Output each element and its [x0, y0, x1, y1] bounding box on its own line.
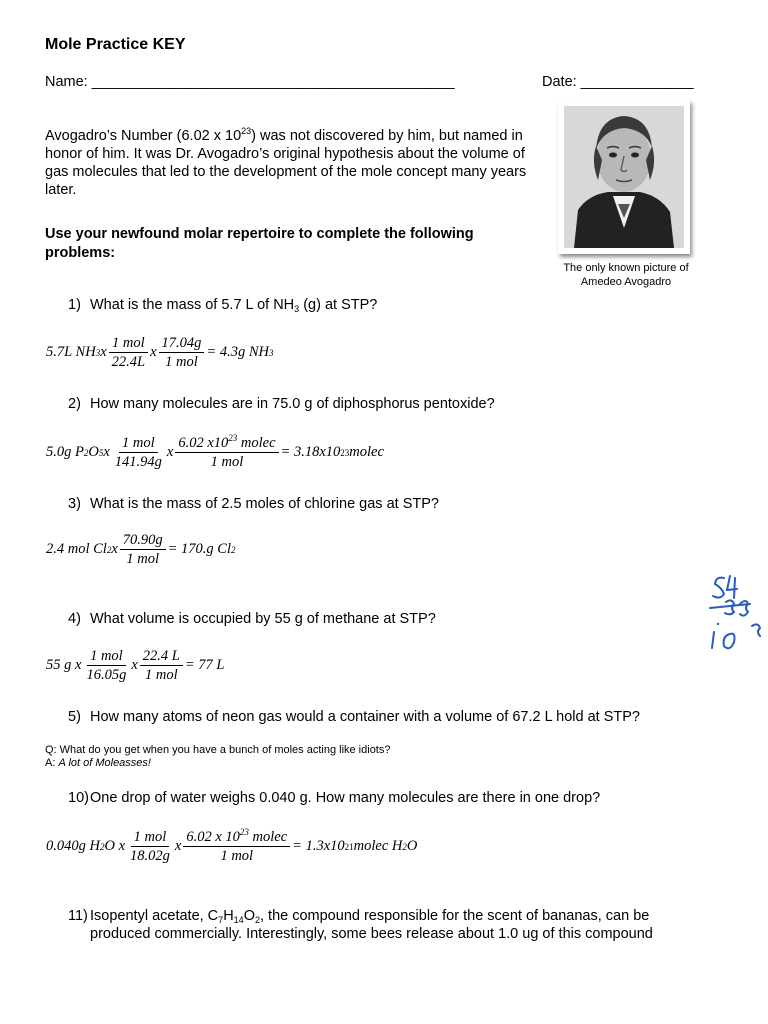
fraction: $\frac{6.02 x10^{23} molec}{\text{1 mol}}$ — [175, 434, 278, 471]
fraction: $\frac{\text{1 mol}}{16.05g}$ — [86, 648, 127, 683]
fraction: $\frac{\text{1 mol}}{22.4L}$ — [109, 334, 148, 371]
question-1: 1) What is the mass of 5.7 L of $NH_3$ (g) at STP? — [68, 297, 378, 314]
question-5: 5) How many atoms of neon gas would a container with a volume of 67.2 L hold at STP? — [68, 709, 640, 725]
name-field[interactable]: Name: _____________________________________________ — [45, 74, 455, 90]
fraction: $\frac{\text{1 mol}}{141.94g}$ — [114, 435, 162, 470]
instructions: Use your newfound molar repertoire to complete the following problems: — [45, 226, 474, 261]
fraction: $\frac{22.4 L}{\text{1 mol}}$ — [140, 647, 183, 684]
date-field[interactable]: Date: ______________ — [542, 74, 694, 90]
question-10: 10)One drop of water weighs 0.040 g. How many molecules are there in one drop? — [68, 790, 601, 806]
equation-2: 5.0g P 2 O 5 x $\frac{\text{1 mol}}{141.94g}$ x $\frac{6.02 x10^{23} molec}{\text{1 mol}}$ = 3.18x10 23 molec — [46, 433, 384, 470]
equation-4: 55 g x $\frac{\text{1 mol}}{16.05g}$ x $\frac{22.4 L}{\text{1 mol}}$ = 77 L — [46, 648, 225, 683]
question-11: 11) Isopentyl acetate, $C_7H_{14}O_2$, the compound responsible for the scent of bananas, can be produced commercially. Interestingly, some bees release about 1.0 ug of this compound — [68, 908, 653, 942]
portrait-caption: The only known picture of Amedeo Avogadro — [563, 262, 689, 288]
equation-3: 2.4 mol Cl 2 x $\frac{70.90g}{\text{1 mol}}$ = 170.g Cl 2 — [46, 532, 236, 567]
equation-10: 0.040g H 2 O x $\frac{\text{1 mol}}{18.02g}$ x $\frac{6.02 x 10^{23} molec}{\text{1 mol}}$ = 1.3x10 21 molec H 2 O — [46, 827, 418, 864]
page-title: Mole Practice KEY — [45, 36, 186, 53]
fraction: $\frac{\text{1 mol}}{18.02g}$ — [130, 829, 170, 864]
intro-paragraph: Avogadro’s Number (6.02 x $10^{23}$) was not discovered by him, but named in honor of him. It was Dr. Avogadro’s original hypothesis about the volume of gas molecules that led to the development of the mole concept many years later. — [45, 126, 527, 198]
fraction: $\frac{6.02 x 10^{23} molec}{\text{1 mol}}$ — [183, 828, 290, 865]
equation-1: 5.7L NH 3 x $\frac{\text{1 mol}}{22.4L}$ x $\frac{17.04g}{\text{1 mol}}$ = 4.3g NH 3 — [46, 335, 274, 370]
fraction: $\frac{17.04g}{\text{1 mol}}$ — [159, 334, 205, 371]
question-2: 2) How many molecules are in 75.0 g of diphosphorus pentoxide? — [68, 396, 495, 412]
handwritten-scribble — [700, 568, 768, 658]
question-4: 4) What volume is occupied by 55 g of methane at STP? — [68, 611, 436, 627]
question-3: 3) What is the mass of 2.5 moles of chlorine gas at STP? — [68, 496, 439, 512]
joke: Q: What do you get when you have a bunch of moles acting like idiots? A: A lot of Moleasses! — [45, 744, 391, 769]
avogadro-portrait — [558, 100, 690, 254]
portrait-image — [558, 100, 690, 254]
fraction: $\frac{70.90g}{\text{1 mol}}$ — [120, 531, 166, 568]
